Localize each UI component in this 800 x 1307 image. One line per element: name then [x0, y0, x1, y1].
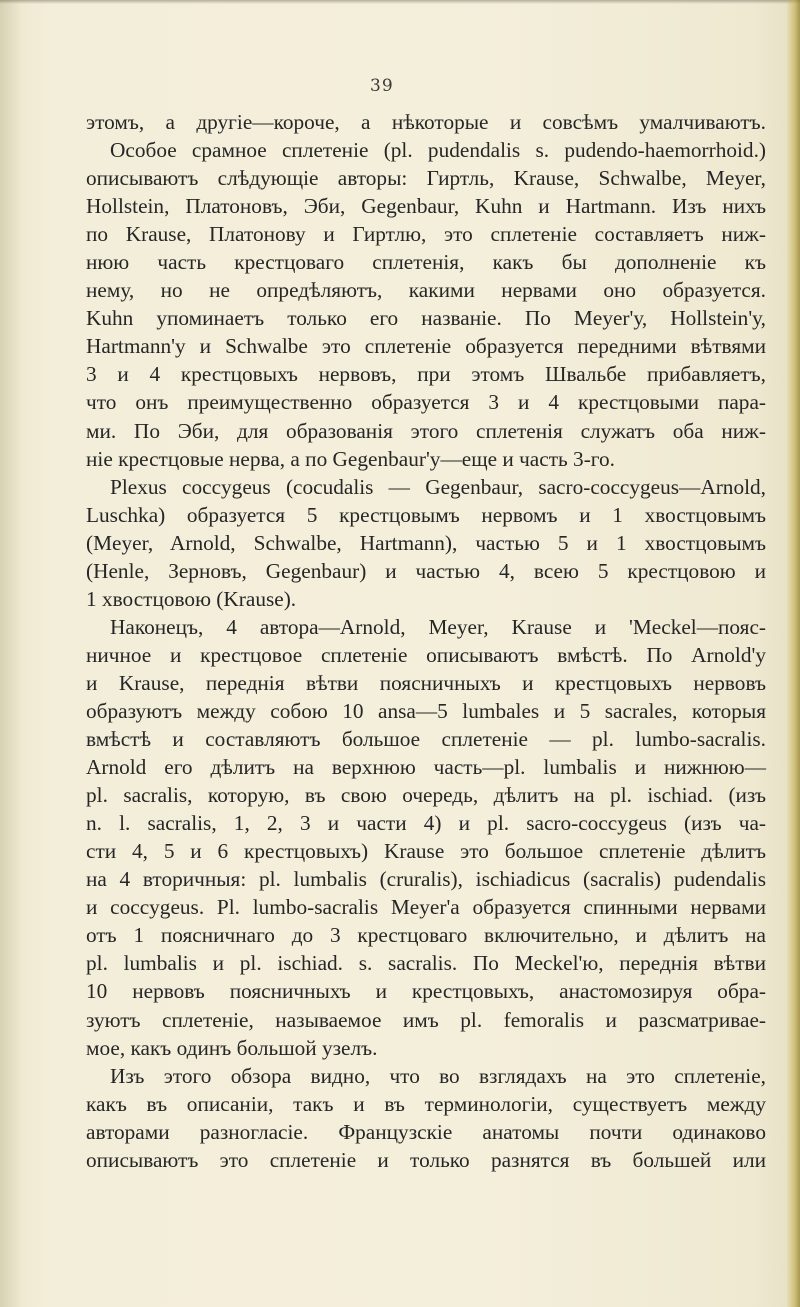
- text-line: этомъ, а другіе—короче, а нѣкоторые и совсѣмъ умалчиваютъ.: [86, 110, 766, 134]
- text-line: Особое срамное сплетеніе (pl. pudendalis s. pudendo-haemorrhoid.): [110, 138, 766, 163]
- text-line: зуютъ сплетеніе, называемое имъ pl. femoralis и разсматривае-: [86, 1007, 766, 1032]
- text-line: n. l. sacralis, 1, 2, 3 и части 4) и pl. sacro-coccygeus (изъ ча-: [86, 811, 766, 836]
- text-line: ничное и крестцовое сплетеніе описываютъ вмѣстѣ. По Arnold'у: [86, 642, 766, 667]
- text-line: мое, какъ одинъ большой узелъ.: [86, 1035, 378, 1060]
- text-line: нему, но не опредѣляютъ, какими нервами оно образуется.: [86, 278, 766, 303]
- text-line: вмѣстѣ и составляютъ большое сплетеніе — pl. lumbo-sacralis.: [86, 727, 766, 752]
- text-line: Plexus coccygeus (cocudalis — Gegenbaur, sacro-coccygeus—Arnold,: [110, 474, 766, 499]
- body-text: [86, 108, 766, 1174]
- text-line: нюю часть крестцоваго сплетенія, какъ бы дополненіе къ: [86, 250, 766, 275]
- text-line: ми. По Эби, для образованія этого сплетенія служатъ оба ниж-: [86, 418, 766, 443]
- text-line: описываютъ слѣдующіе авторы: Гиртль, Krause, Schwalbe, Meyer,: [86, 166, 766, 191]
- top-border-shadow: [0, 0, 800, 4]
- page-number: 39: [370, 76, 394, 96]
- text-line: Luschka) образуется 5 крестцовымъ нервомъ и 1 хвостцовымъ: [86, 502, 766, 527]
- text-line: что онъ преимущественно образуется 3 и 4 крестцовыми пара-: [86, 390, 766, 415]
- text-line: на 4 вторичныя: pl. lumbalis (cruralis), ischiadicus (sacralis) pudendalis: [86, 867, 766, 892]
- text-line: 10 нервовъ поясничныхъ и крестцовыхъ, анастомозируя обра-: [86, 979, 766, 1004]
- text-line: pl. sacralis, которую, въ свою очередь, дѣлитъ на pl. ischiad. (изъ: [86, 783, 766, 808]
- text-line: сти 4, 5 и 6 крестцовыхъ) Krause это большое сплетеніе дѣлитъ: [86, 839, 766, 864]
- text-line: по Krause, Платонову и Гиртлю, это сплетеніе составляетъ ниж-: [86, 222, 766, 247]
- text-line: Arnold его дѣлитъ на верхнюю часть—pl. lumbalis и нижнюю—: [86, 755, 766, 780]
- text-line: 3 и 4 крестцовыхъ нервовъ, при этомъ Швальбе прибавляетъ,: [86, 362, 766, 387]
- text-line: 1 хвостцовою (Krause).: [86, 586, 297, 611]
- text-line: и Krause, переднія вѣтви поясничныхъ и крестцовыхъ нервовъ: [86, 670, 766, 695]
- text-line: Hollstein, Платоновъ, Эби, Gegenbaur, Kuhn и Hartmann. Изъ нихъ: [86, 194, 766, 219]
- text-line: Hartmann'у и Schwalbe это сплетеніе образуется передними вѣтвями: [86, 334, 766, 359]
- text-line: Наконецъ, 4 автора—Arnold, Meyer, Krause и 'Meckel—пояс-: [110, 614, 766, 639]
- text-line: pl. lumbalis и pl. ischiad. s. sacralis. По Meckel'ю, переднія вѣтви: [86, 951, 766, 976]
- text-line: (Meyer, Arnold, Schwalbe, Hartmann), частью 5 и 1 хвостцовымъ: [86, 530, 766, 555]
- text-line: Kuhn упоминаетъ только его названіе. По Meyer'у, Hollstein'у,: [86, 306, 766, 331]
- binding-shadow: [0, 0, 22, 1307]
- page-edge: [786, 0, 800, 1307]
- text-line: и coccygeus. Pl. lumbo-sacralis Meyer'а образуется спинными нервами: [86, 895, 766, 920]
- text-line: образуютъ между собою 10 ansa—5 lumbales и 5 sacrales, которыя: [86, 698, 766, 723]
- text-line: авторами разногласіе. Французскіе анатомы почти одинаково: [86, 1119, 766, 1144]
- text-line: отъ 1 поясничнаго до 3 крестцоваго включительно, и дѣлитъ на: [86, 923, 766, 948]
- text-line: ніе крестцовые нерва, а по Gegenbaur'у—еще и часть 3-го.: [86, 446, 615, 471]
- text-line: какъ въ описаніи, такъ и въ терминологіи, существуетъ между: [86, 1091, 766, 1116]
- text-line: (Henle, Зерновъ, Gegenbaur) и частью 4, всею 5 крестцовою и: [86, 558, 766, 583]
- text-line: Изъ этого обзора видно, что во взглядахъ на это сплетеніе,: [110, 1063, 766, 1088]
- text-line: описываютъ это сплетеніе и только разнятся въ большей или: [86, 1147, 766, 1172]
